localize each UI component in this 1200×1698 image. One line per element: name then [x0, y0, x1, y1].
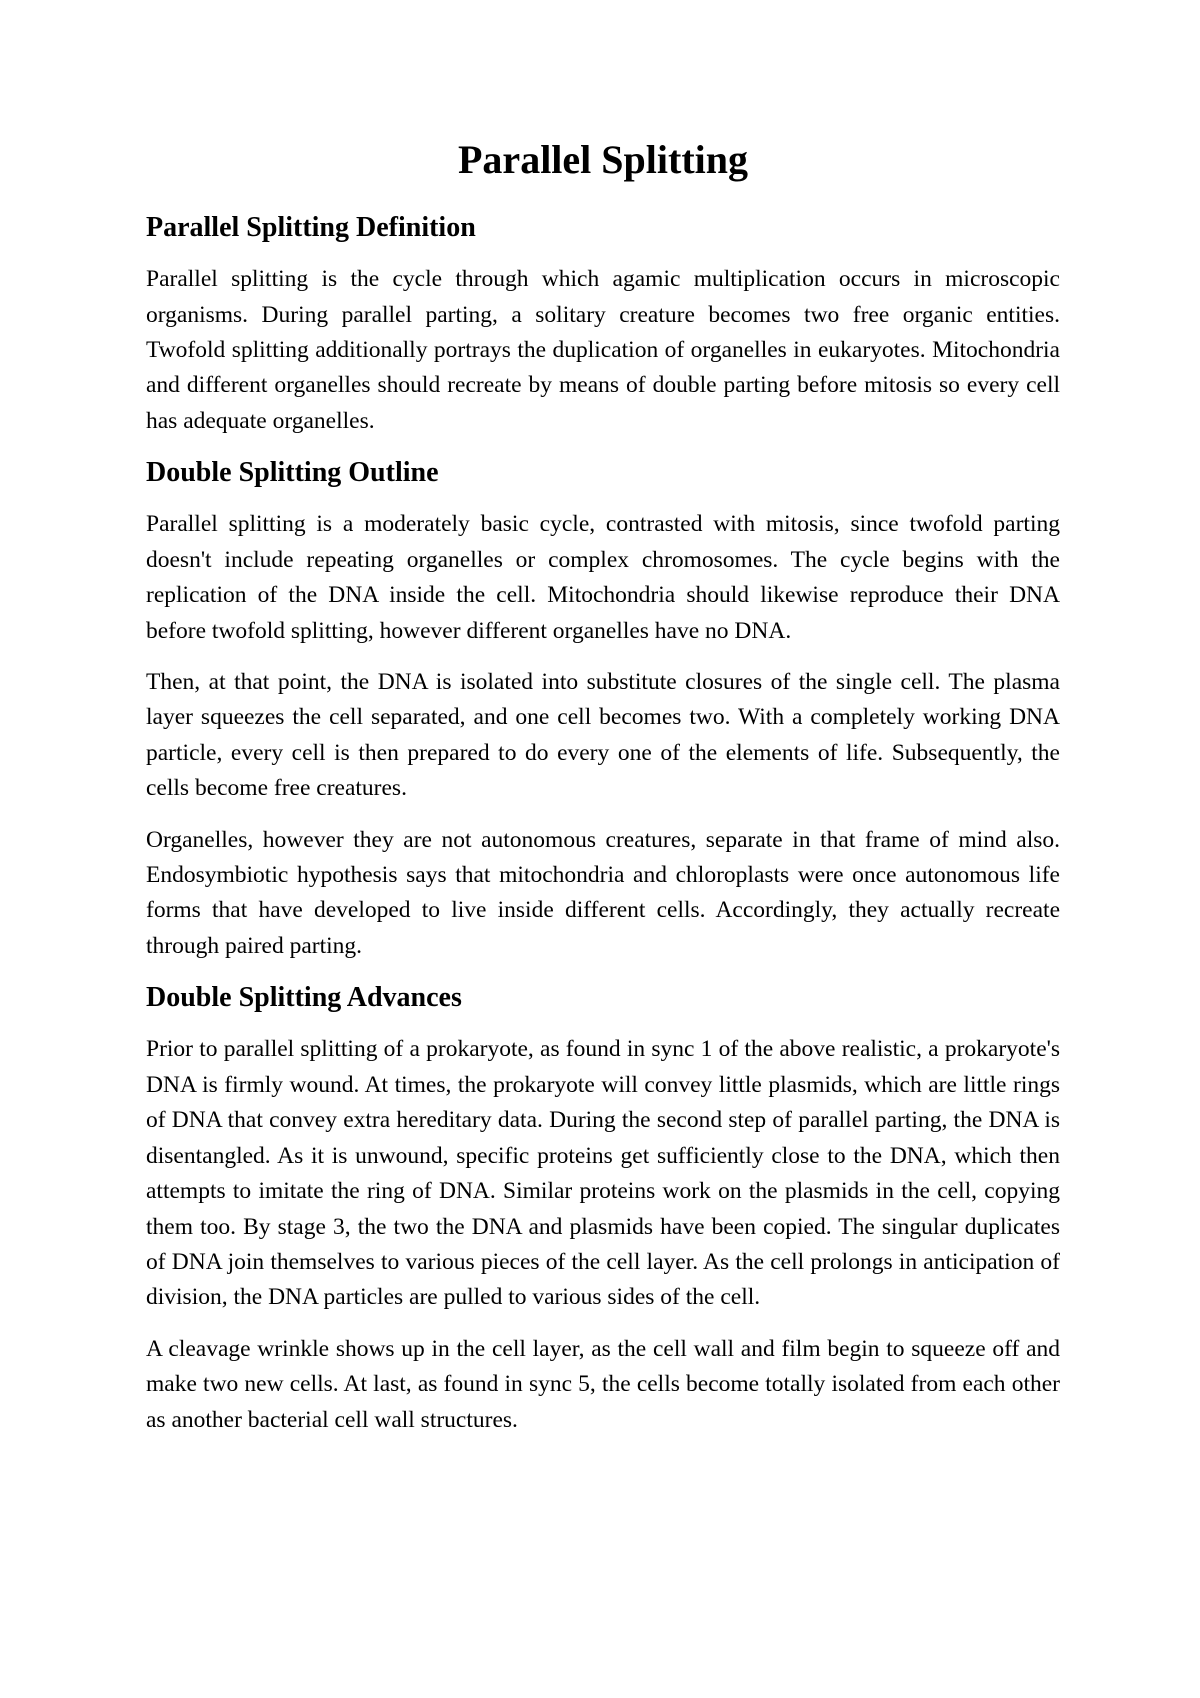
- section-advances: [146, 982, 1060, 1438]
- section-heading: Double Splitting Outline: [146, 457, 439, 489]
- section-definition: [146, 212, 1060, 439]
- paragraph: Prior to parallel splitting of a prokaryote, as found in sync 1 of the above realistic, a prokaryote's DNA is firmly wound. At times, the prokaryote will convey little plasmids, which are little rings of DNA that convey extra hereditary data. During the second step of parallel parting, the DNA is disentangled. As it is unwound, specific proteins get sufficiently close to the DNA, which then attempts to imitate the ring of DNA. Similar proteins work on the plasmids in the cell, copying them too. By stage 3, the two the DNA and plasmids have been copied. The singular duplicates of DNA join themselves to various pieces of the cell layer. As the cell prolongs in anticipation of division, the DNA particles are pulled to various sides of the cell.: [146, 1036, 1060, 1311]
- section-heading: Double Splitting Advances: [146, 982, 462, 1014]
- document-page: [146, 138, 1060, 1454]
- paragraph: A cleavage wrinkle shows up in the cell layer, as the cell wall and film begin to squeeze off and make two new cells. At last, as found in sync 5, the cells become totally isolated from each other as another bacterial cell wall structures.: [146, 1335, 1060, 1433]
- paragraph: Parallel splitting is the cycle through which agamic multiplication occurs in microscopic organisms. During parallel parting, a solitary creature becomes two free organic entities. Twofold splitting additionally portrays the duplication of organelles in eukaryotes. Mitochondria and different organelles should recreate by means of double parting before mitosis so every cell has adequate organelles.: [146, 266, 1060, 434]
- paragraph: Parallel splitting is a moderately basic cycle, contrasted with mitosis, since twofold parting doesn't include repeating organelles or complex chromosomes. The cycle begins with the replication of the DNA inside the cell. Mitochondria should likewise reproduce their DNA before twofold splitting, however different organelles have no DNA.: [146, 511, 1060, 644]
- section-heading: Parallel Splitting Definition: [146, 212, 476, 243]
- section-outline: [146, 457, 1060, 964]
- paragraph: Then, at that point, the DNA is isolated into substitute closures of the single cell. The plasma layer squeezes the cell separated, and one cell becomes two. With a completely working DNA particle, every cell is then prepared to do every one of the elements of life. Subsequently, the cells become free creatures.: [146, 669, 1060, 802]
- paragraph: Organelles, however they are not autonomous creatures, separate in that frame of mind also. Endosymbiotic hypothesis says that mitochondria and chloroplasts were once autonomous life forms that have developed to live inside different cells. Accordingly, they actually recreate through paired parting.: [146, 826, 1060, 959]
- document-title: Parallel Splitting: [458, 137, 748, 182]
